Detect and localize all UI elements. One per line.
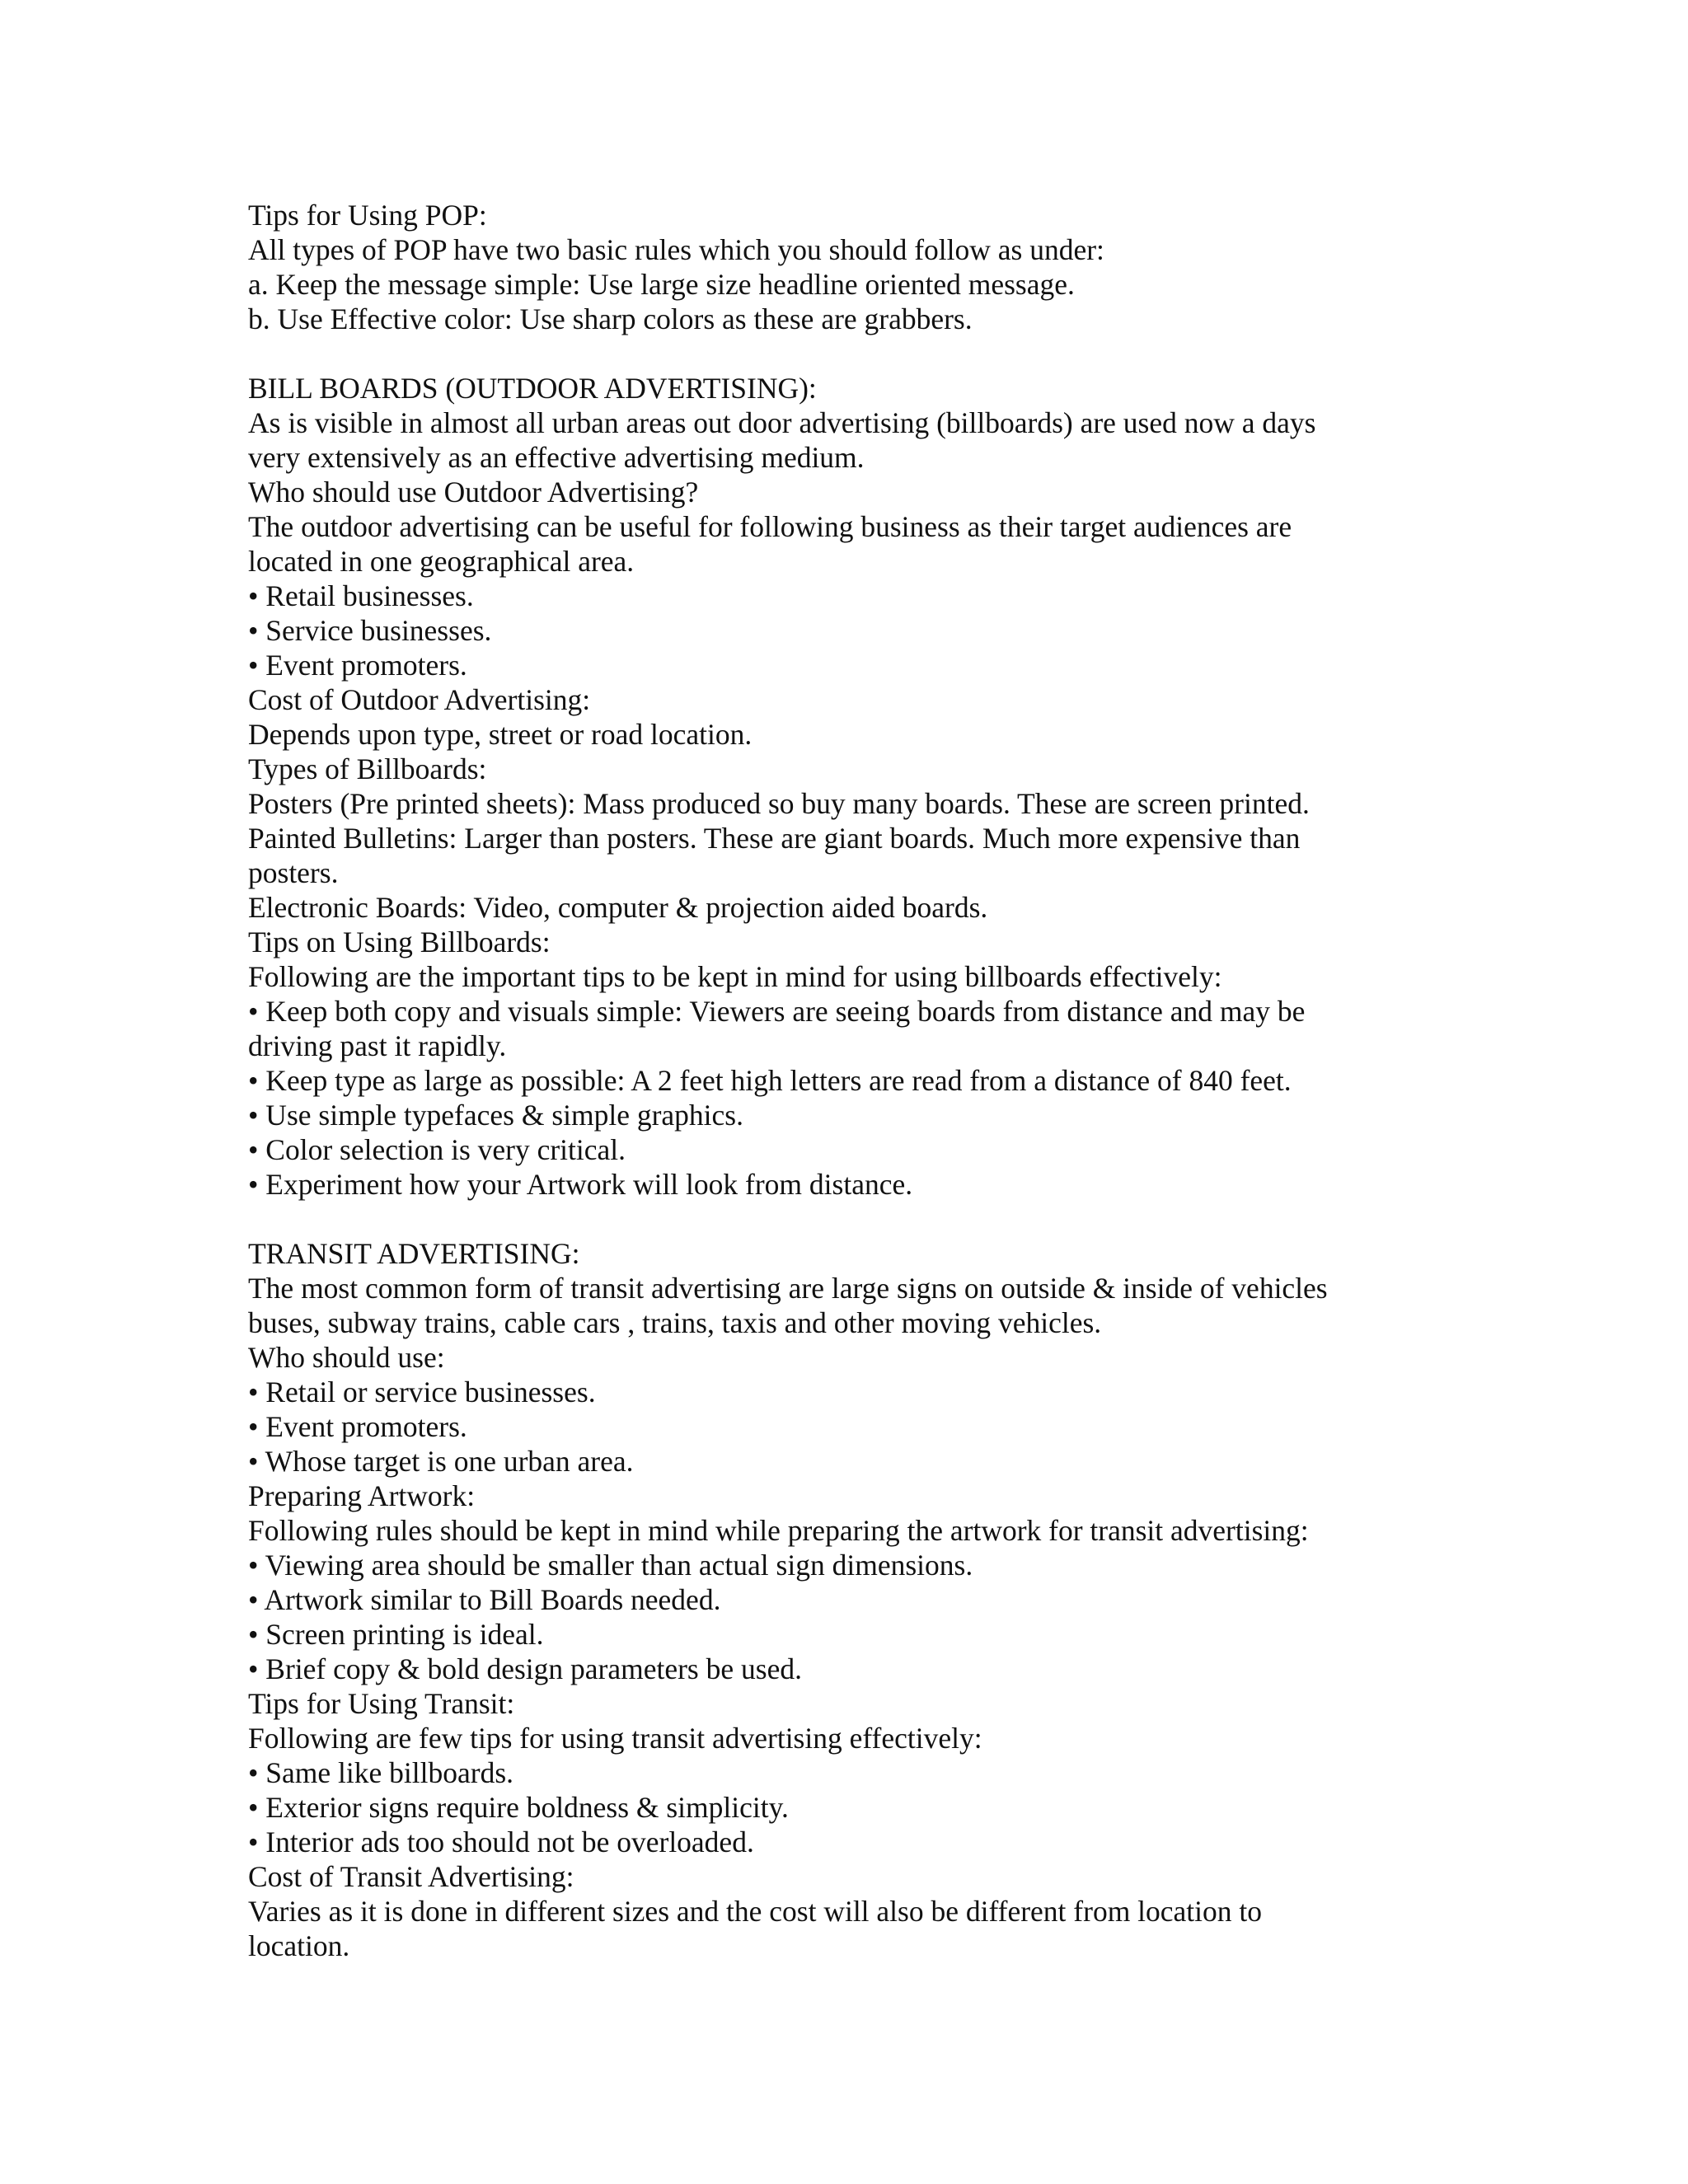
text-line: Tips for Using POP: [248,199,487,232]
text-line: location. [248,1929,350,1962]
text-line: Types of Billboards: [248,752,487,785]
text-line: Preparing Artwork: [248,1479,476,1512]
text-line: a. Keep the message simple: Use large size headline oriented message. [248,268,1075,301]
text-line: • Screen printing is ideal. [248,1618,544,1651]
text-line: Tips on Using Billboards: [248,926,551,958]
text-line: The outdoor advertising can be useful for following business as their target audiences are [248,510,1292,543]
text-line: As is visible in almost all urban areas out door advertising (billboards) are used now a days [248,406,1316,439]
text-line: • Use simple typefaces & simple graphics. [248,1099,743,1132]
text-line: • Interior ads too should not be overloaded. [248,1825,754,1858]
text-line: Varies as it is done in different sizes and the cost will also be different from location to [248,1895,1263,1928]
document-section [248,1236,1443,1963]
text-line: • Experiment how your Artwork will look from distance. [248,1168,913,1201]
text-line: driving past it rapidly. [248,1029,507,1062]
text-line: Following are the important tips to be kept in mind for using billboards effectively: [248,960,1222,993]
text-line: Posters (Pre printed sheets): Mass produced so buy many boards. These are screen printed. [248,787,1310,820]
text-line: TRANSIT ADVERTISING: [248,1237,580,1270]
text-line: • Service businesses. [248,614,492,647]
text-line: Following rules should be kept in mind while preparing the artwork for transit advertising: [248,1514,1309,1547]
text-line: Cost of Transit Advertising: [248,1860,574,1893]
section-gap [248,1202,1443,1236]
text-line: Depends upon type, street or road location. [248,718,753,751]
text-line: • Color selection is very critical. [248,1133,626,1166]
text-line: b. Use Effective color: Use sharp colors as these are grabbers. [248,302,973,335]
document-section [248,371,1443,1202]
text-line: Who should use: [248,1341,445,1374]
text-line: • Event promoters. [248,649,467,682]
text-line: Following are few tips for using transit advertising effectively: [248,1722,982,1755]
text-line: • Brief copy & bold design parameters be used. [248,1652,802,1685]
document-body [248,198,1443,1963]
text-line: Cost of Outdoor Advertising: [248,683,591,716]
text-line: Electronic Boards: Video, computer & projection aided boards. [248,891,988,924]
text-line: • Retail or service businesses. [248,1376,596,1408]
text-line: posters. [248,856,339,889]
text-line: Who should use Outdoor Advertising? [248,476,699,509]
text-line: Painted Bulletins: Larger than posters. These are giant boards. Much more expensive than [248,822,1301,855]
text-line: • Viewing area should be smaller than actual sign dimensions. [248,1549,973,1582]
text-line: The most common form of transit advertising are large signs on outside & inside of vehicles [248,1272,1328,1305]
text-line: • Whose target is one urban area. [248,1445,634,1478]
text-line: Tips for Using Transit: [248,1687,515,1720]
text-line: BILL BOARDS (OUTDOOR ADVERTISING): [248,372,817,405]
text-line: buses, subway trains, cable cars , trains, taxis and other moving vehicles. [248,1306,1102,1339]
text-line: • Retail businesses. [248,579,474,612]
document-section [248,198,1443,336]
text-line: • Artwork similar to Bill Boards needed. [248,1583,721,1616]
text-line: located in one geographical area. [248,545,635,578]
text-line: very extensively as an effective advertising medium. [248,441,865,474]
section-gap [248,336,1443,371]
text-line: • Keep type as large as possible: A 2 feet high letters are read from a distance of 840 feet. [248,1064,1292,1097]
text-line: • Same like billboards. [248,1756,514,1789]
text-line: All types of POP have two basic rules which you should follow as under: [248,233,1104,266]
text-line: • Exterior signs require boldness & simplicity. [248,1791,789,1824]
text-line: • Keep both copy and visuals simple: Viewers are seeing boards from distance and may be [248,995,1306,1028]
text-line: • Event promoters. [248,1410,467,1443]
